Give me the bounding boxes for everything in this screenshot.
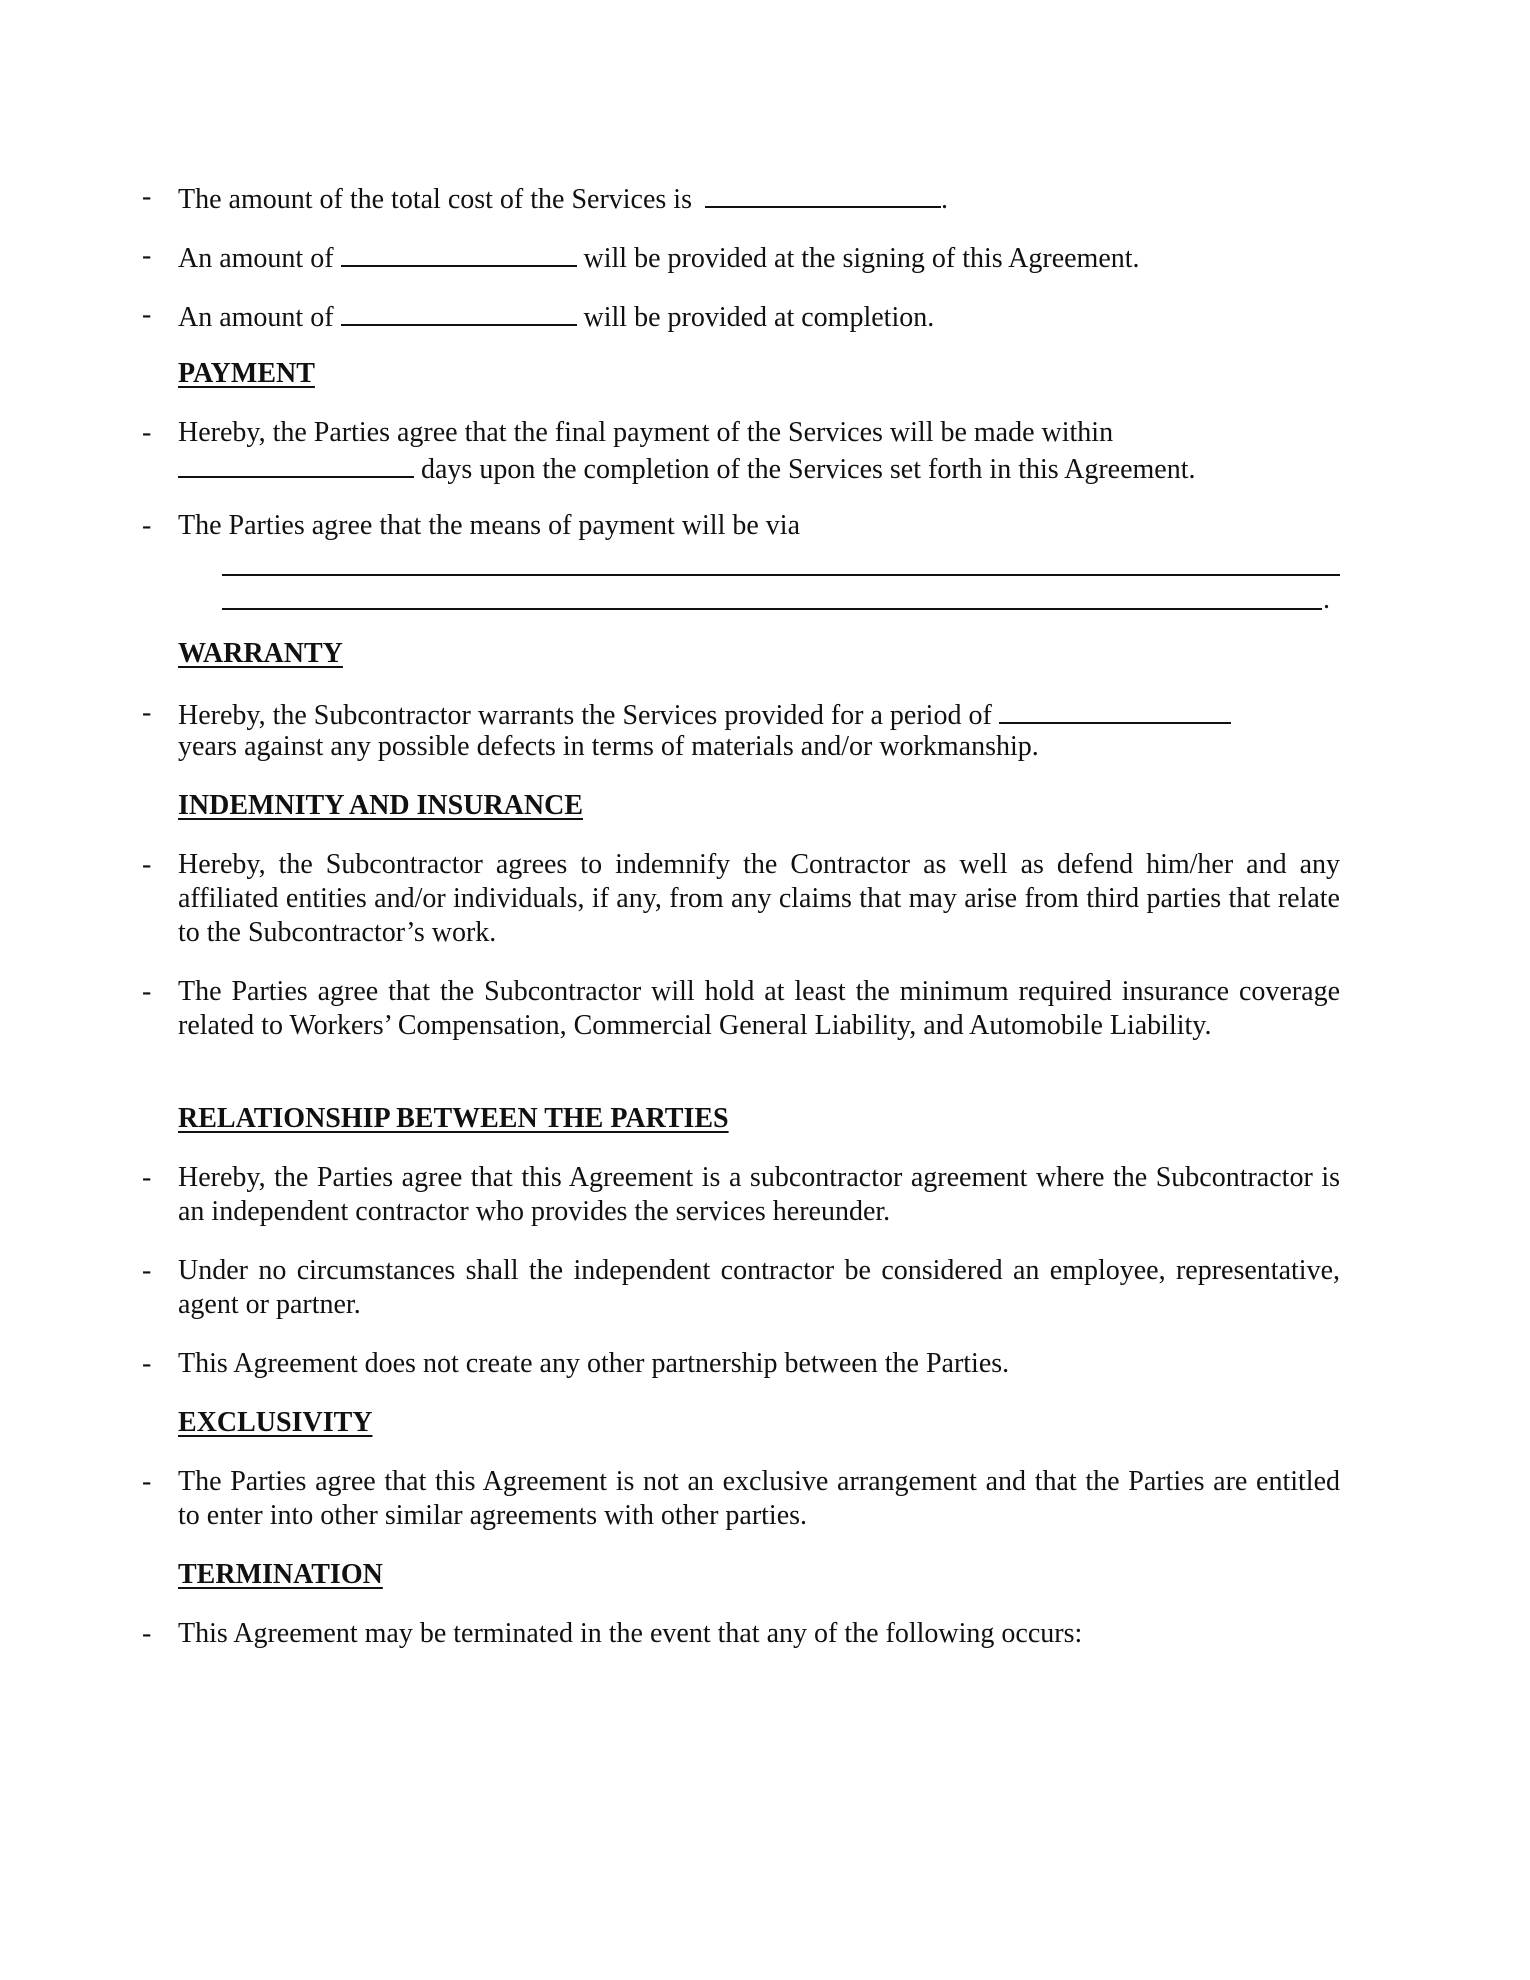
relationship-item-2: [142, 1254, 1340, 1322]
payment-means-blank-line-1[interactable]: [222, 574, 1340, 576]
payment-heading: PAYMENT: [178, 358, 315, 389]
indemnity-heading: INDEMNITY AND INSURANCE: [178, 790, 584, 821]
warranty-years-text: years against any possible defects in terms of materials and/or workmanship.: [178, 731, 1039, 762]
indemnity-item-1: [142, 848, 1340, 950]
warranty-period-blank[interactable]: [999, 696, 1231, 724]
termination-text: This Agreement may be terminated in the event that any of the following occurs:: [178, 1618, 1083, 1649]
list-dash: -: [142, 181, 152, 212]
insurance-item: [142, 975, 1340, 1043]
list-dash: -: [142, 417, 152, 448]
completion-amount-blank[interactable]: [341, 298, 577, 326]
total-cost-period: .: [940, 184, 948, 215]
relationship-item-3: [142, 1347, 1340, 1381]
list-dash: -: [142, 697, 152, 728]
list-dash: -: [142, 1255, 152, 1286]
total-cost-blank[interactable]: [705, 180, 941, 208]
signing-amount-item: [142, 239, 1340, 276]
list-dash: -: [142, 1618, 152, 1649]
termination-item: [142, 1617, 1340, 1651]
warranty-item: [142, 696, 1340, 733]
list-dash: -: [142, 299, 152, 330]
payment-final-text: Hereby, the Parties agree that the final payment of the Services will be made within: [178, 417, 1114, 448]
relationship-item-1: [142, 1161, 1340, 1229]
completion-amount-item: [142, 298, 1340, 335]
relationship-text-2: Under no circumstances shall the independent contractor be considered an employee, representative, agent or partner.: [178, 1255, 1340, 1320]
list-dash: -: [142, 1348, 152, 1379]
list-dash: -: [142, 1162, 152, 1193]
warranty-heading: WARRANTY: [178, 638, 343, 669]
payment-means-period: .: [1323, 584, 1330, 615]
list-dash: -: [142, 240, 152, 271]
payment-means-text: The Parties agree that the means of payment will be via: [178, 510, 801, 541]
payment-days-text: days upon the completion of the Services set forth in this Agreement.: [421, 454, 1196, 485]
relationship-text-1: Hereby, the Parties agree that this Agreement is a subcontractor agreement where the Subcontractor is an independent contractor who provides the services hereunder.: [178, 1162, 1340, 1227]
completion-amount-label: An amount of: [178, 302, 334, 333]
list-dash: -: [142, 849, 152, 880]
termination-heading: TERMINATION: [178, 1559, 383, 1590]
indemnity-text: Hereby, the Subcontractor agrees to indemnify the Contractor as well as defend him/her and any affiliated entities and/or individuals, if any, from any claims that may arise from third parties that relate to the Subcontractor’s work.: [178, 849, 1340, 948]
payment-item-means: [142, 509, 1340, 543]
list-dash: -: [142, 1466, 152, 1497]
relationship-heading: RELATIONSHIP BETWEEN THE PARTIES: [178, 1103, 729, 1134]
payment-item-final: [142, 416, 1340, 450]
insurance-text: The Parties agree that the Subcontractor will hold at least the minimum required insurance coverage related to Workers’ Compensation, Commercial General Liability, and Automobile Liability.: [178, 976, 1340, 1041]
exclusivity-text: The Parties agree that this Agreement is not an exclusive arrangement and that the Parties are entitled to enter into other similar agreements with other parties.: [178, 1466, 1340, 1531]
signing-amount-text: will be provided at the signing of this Agreement.: [583, 243, 1140, 274]
payment-item-final-line2: [178, 450, 1340, 487]
warranty-item-line2: [178, 730, 1340, 764]
signing-amount-label: An amount of: [178, 243, 334, 274]
total-cost-text: The amount of the total cost of the Services is: [178, 184, 692, 215]
warranty-text: Hereby, the Subcontractor warrants the Services provided for a period of: [178, 700, 992, 731]
relationship-text-3: This Agreement does not create any other partnership between the Parties.: [178, 1348, 1010, 1379]
exclusivity-item: [142, 1465, 1340, 1533]
list-dash: -: [142, 510, 152, 541]
total-cost-item: [142, 180, 1340, 217]
signing-amount-blank[interactable]: [341, 239, 577, 267]
completion-amount-text: will be provided at completion.: [583, 302, 935, 333]
payment-means-blank-line-2[interactable]: [222, 608, 1322, 610]
payment-days-blank[interactable]: [178, 450, 414, 478]
list-dash: -: [142, 976, 152, 1007]
exclusivity-heading: EXCLUSIVITY: [178, 1407, 373, 1438]
